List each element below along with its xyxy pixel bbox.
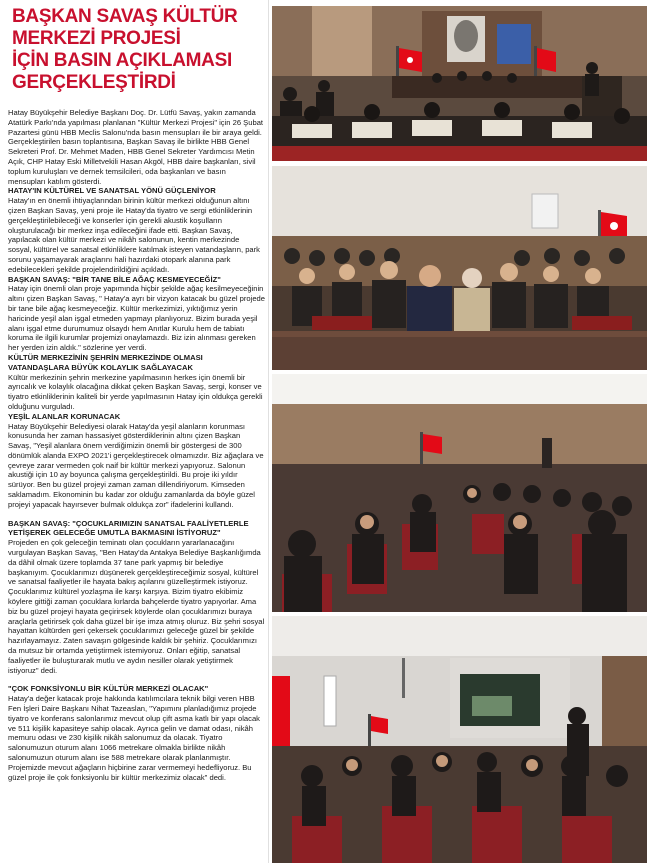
subheading: KÜLTÜR MERKEZİNİN ŞEHRİN MERKEZİNDE OLMASI VATANDAŞLARA BÜYÜK KOLAYLIK SAĞLAYACAK (8, 352, 203, 372)
subheading: "ÇOK FONKSİYONLU BİR KÜLTÜR MERKEZİ OLACAK" (8, 684, 209, 694)
subheading: BAŞKAN SAVAŞ: "ÇOCUKLARIMIZIN SANATSAL FAALİYETLERLE YETİŞEREK GELECEĞE UMUTLA BAKMASINI İSTİYORUZ" (8, 518, 249, 538)
paragraph-gap (8, 510, 265, 519)
paragraph: Hatay Büyükşehir Belediye Başkanı Doç. Dr. Lütfü Savaş, yakın zamanda Atatürk Parkı'nda yapılması planlanan "Kültür Merkezi Projesi" için 26 Şubat Pazartesi günü HBB Meclis Salonu'nda basın mensupları ile bir araya geldi. Gerçekleştirilen basın toplantısına, Başkan Savaş ile birlikte HBB Genel Sekreteri Prof. Dr. Mehmet Maden, HBB Genel Sekreter Yardımcısı Metin Açık, CHP Hatay Eski Milletvekili Hasan Akgöl, HBB daire başkanları, sivil toplum kuruluşları ve dernek temsilcileri, oda başkanları ve basın mensupları katılım gösterdi. (8, 108, 264, 186)
photo-column (272, 0, 647, 863)
article-column (8, 6, 265, 782)
paragraph: Kültür merkezinin şehrin merkezine yapılmasının herkes için önemli bir ayrıcalık ve kolaylık olacağına dikkat çeken Başkan Savaş, sergi, konser ve tiyatro etkinliklerinin kaliteli bir yerde yapılmasının Hatay için oldukça gerekli olduğunu vurguladı. (8, 372, 263, 411)
photo-audience-hall (272, 374, 647, 612)
column-divider (268, 0, 269, 863)
headline-line: İÇİN BASIN AÇIKLAMASI (12, 50, 232, 71)
subheading: HATAY'IN KÜLTÜREL VE SANATSAL YÖNÜ GÜÇLENİYOR (8, 186, 216, 196)
headline (12, 6, 265, 94)
article-body (8, 108, 265, 782)
photo-meeting-podium (272, 6, 647, 161)
paragraph: Hatay'a değer katacak proje hakkında katılımcılara teknik bilgi veren HBB Fen İşleri Daire Başkanı Nihat Tazeaslan, "Yapımını planladığımız projede tiyatro ve konferans salonlarımız mevcut olup çift asma katlı bir yapı olacak ve 511 kişilik kapasiteye sahip olacak. Ayrıca gelin ve damat odası, nikâh memuru odası ve 230 kişilik nikâh salonumuz da olacak. Tiyatro salonumuzun oturum alanı 1066 metrekare olmakla birlikte nikâh salonumuzun oturum alanı ise 588 metrekare olarak planlanmıştır. Projemizde mevcut ağaçların hiçbirine zarar vermemeyi hedefliyoruz. Bu güzel proje ile çok fonksiyonlu bir kültür merkezimiz olacak" dedi. (8, 694, 260, 782)
headline-line: MERKEZİ PROJESİ (12, 28, 181, 49)
photo-press-conference-row (272, 166, 647, 370)
photo-projection-presentation (272, 616, 647, 863)
subheading: YEŞİL ALANLAR KORUNACAK (8, 411, 121, 421)
paragraph: Hatay Büyükşehir Belediyesi olarak Hatay'da yeşil alanların korunması konusunda her zaman hassasiyet gösterdiklerinin altını çizen Başkan Savaş, "Yeşil alanlara önem verdiğimizin önemli bir göstergesi de 300 dönümlük alanda EXPO 2021'i gerçekleştirecek olmamızdır. Biz ağaçlara ve çevreye zarar vermeden çok naif bir kültür merkezi yapıyoruz. Salonun akustiği için 10 ay boyunca çalışma gerçekleştirildi. Bu proje iki yıldır sürüyor. Ben bu güzel projeyi zaman zaman dillendiriyorum. Kimseden saklamadım. Ekonominin bu kadar zor olduğu zamanlarda da böyle güzel projeyi yapacak hayırsever bulmak oldukça zor" ifadelerini kullandı. (8, 421, 264, 509)
headline-line: GERÇEKLEŞTİRDİ (12, 72, 176, 93)
headline-line: BAŞKAN SAVAŞ KÜLTÜR (12, 6, 238, 27)
paragraph: Projeden en çok geleceğin teminatı olan çocukların yararlanacağını vurgulayan Başkan Savaş, "Ben Hatay'da Antakya Belediye Başkanlığımda da dâhil olmak üzere toplamda 37 tane park yapmış bir belediye başkanıyım. Çocuklarımızı düşünerek gerçekleştireceğimiz sosyal, kültürel ve sanatsal faaliyetler ile hayata bakış açılarını güzelleştirmek istiyoruz. Çocuklarımız kültürel yozlaşma ile karşı karşıya. Bizim tiyatro ekibimiz köylere gittiği zaman çocuklara kırlarda bahçelerde tiyatro yapıyorlar. Ama biz bu güzel projeyi hayata geçirirsek köylerde olan çocuklarımızı buraya araçlarla getirirsek çok daha güzel bir işe imza atmış oluruz. Biz şehri sosyal hayattan kültürden geri çekersek çocuklarımızı geleceğe güzel bir şekilde hazırlayamayız. Zaten savaşın gölgesinde kaldık bir şehiriz. Çocuklarımızı da mutsuz bir ortamda yetiştirmek istemiyoruz. Onları eğitip, sanatsal faaliyetler ile buluşturarak mutlu ve aydın nesiller olarak yetiştirmek istiyoruz" dedi. (8, 538, 265, 675)
subheading: BAŞKAN SAVAŞ: "BİR TANE BİLE AĞAÇ KESMEYECEĞİZ" (8, 274, 221, 284)
paragraph: Hatay için önemli olan proje yapımında hiçbir şekilde ağaç kesilmeyeceğinin altını çizen Başkan Savaş, " Hatay'a ayrı bir vizyon katacak bu güzel projede bir tane bile ağaç kesmeyeceğiz. Kültür merkezimizi, yıktığımız yerin haricinde yeşil alan işgal etmeden yapmayı planlıyoruz. Bizim burada yeşil alanı işgal etme durumumuz olsaydı hem Anıtlar Kurulu hem de tabiatı koruma ile ilgili kurumlar projemizi onaylamazdı. Biz izin alınması gereken her yerden izin aldık." sözlerine yer verdi. (8, 284, 265, 353)
paragraph: Hatay'ın en önemli ihtiyaçlarından birinin kültür merkezi olduğunun altını çizen Başkan Savaş, yeni proje ile Hatay'da tiyatro ve sergi etkinliklerinin gerçekleştirilebileceği ve konserler için gerekli akustik koşulların oluşturulacağı bir merkez inşa edileceğini ifade etti. Başkan Savaş, yapılacak olan kültür merkezi ve nikâh salonunun, kentin merkezinde sosyal, kültürel ve sanatsal etkinliklere katılmak isteyen vatandaşların, park sorunu yaşamayarak araçlarını hali hazırdaki otopark alanına park edebilecekleri şekilde projelendirildiğini açıkladı. (8, 196, 260, 274)
paragraph-gap (8, 675, 265, 684)
